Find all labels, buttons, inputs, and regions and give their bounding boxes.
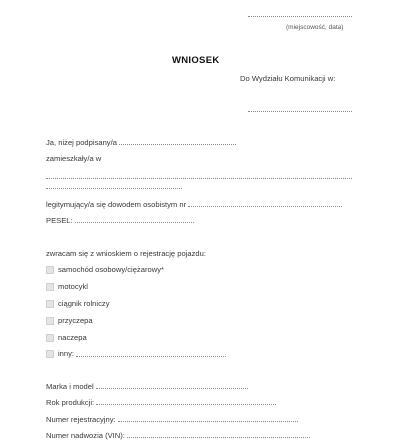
vehicle-type-option	[46, 333, 87, 342]
year-label: Rok produkcji:	[46, 398, 95, 407]
signed-label: Ja, niżej podpisany/a	[46, 138, 117, 147]
place-date-label: (miejscowość, data)	[286, 24, 344, 31]
registration-label: Numer rejestracyjny:	[46, 415, 116, 424]
other-type-field[interactable]	[76, 356, 226, 357]
registration-field[interactable]	[118, 421, 298, 422]
checkbox[interactable]	[46, 350, 54, 358]
addressee-line[interactable]	[248, 111, 352, 112]
place-date-line[interactable]	[248, 16, 352, 17]
signed-line	[46, 138, 236, 147]
pesel-field[interactable]	[75, 222, 194, 223]
vehicle-type-label: inny:	[58, 349, 75, 358]
checkbox[interactable]	[46, 283, 54, 291]
make-model-line	[46, 382, 248, 391]
request-text: zwracam się z wnioskiem o rejestrację pojazdu:	[46, 249, 206, 258]
name-field[interactable]	[119, 144, 236, 145]
vin-line	[46, 431, 310, 440]
vehicle-type-option	[46, 299, 110, 308]
vehicle-type-option	[46, 349, 226, 358]
vehicle-type-option	[46, 316, 93, 325]
residence-line-2[interactable]	[46, 188, 182, 189]
residence-line-1[interactable]	[46, 178, 352, 179]
make-model-field[interactable]	[96, 388, 248, 389]
checkbox[interactable]	[46, 334, 54, 342]
vehicle-type-label: samochód osobowy/ciężarowy*	[58, 265, 164, 274]
checkbox[interactable]	[46, 266, 54, 274]
pesel-label: PESEL:	[46, 216, 73, 225]
vehicle-type-option	[46, 282, 88, 291]
pesel-line	[46, 216, 194, 225]
residence-label: zamieszkały/a w	[46, 154, 102, 163]
id-number-field[interactable]	[188, 206, 342, 207]
checkbox[interactable]	[46, 317, 54, 325]
vin-field[interactable]	[127, 437, 310, 438]
vehicle-type-label: naczepa	[58, 333, 87, 342]
year-field[interactable]	[96, 404, 276, 405]
vehicle-type-option	[46, 265, 164, 274]
make-model-label: Marka i model	[46, 382, 94, 391]
year-line	[46, 398, 276, 407]
id-line	[46, 200, 342, 209]
id-label: legitymujący/a się dowodem osobistym nr	[46, 200, 187, 209]
vehicle-type-label: przyczepa	[58, 316, 93, 325]
vehicle-type-label: ciągnik rolniczy	[58, 299, 110, 308]
vin-label: Numer nadwozia (VIN):	[46, 431, 125, 440]
addressee-label: Do Wydziału Komunikacji w:	[240, 74, 336, 83]
form-title: WNIOSEK	[172, 55, 220, 66]
vehicle-type-label: motocykl	[58, 282, 88, 291]
registration-line	[46, 415, 298, 424]
checkbox[interactable]	[46, 300, 54, 308]
